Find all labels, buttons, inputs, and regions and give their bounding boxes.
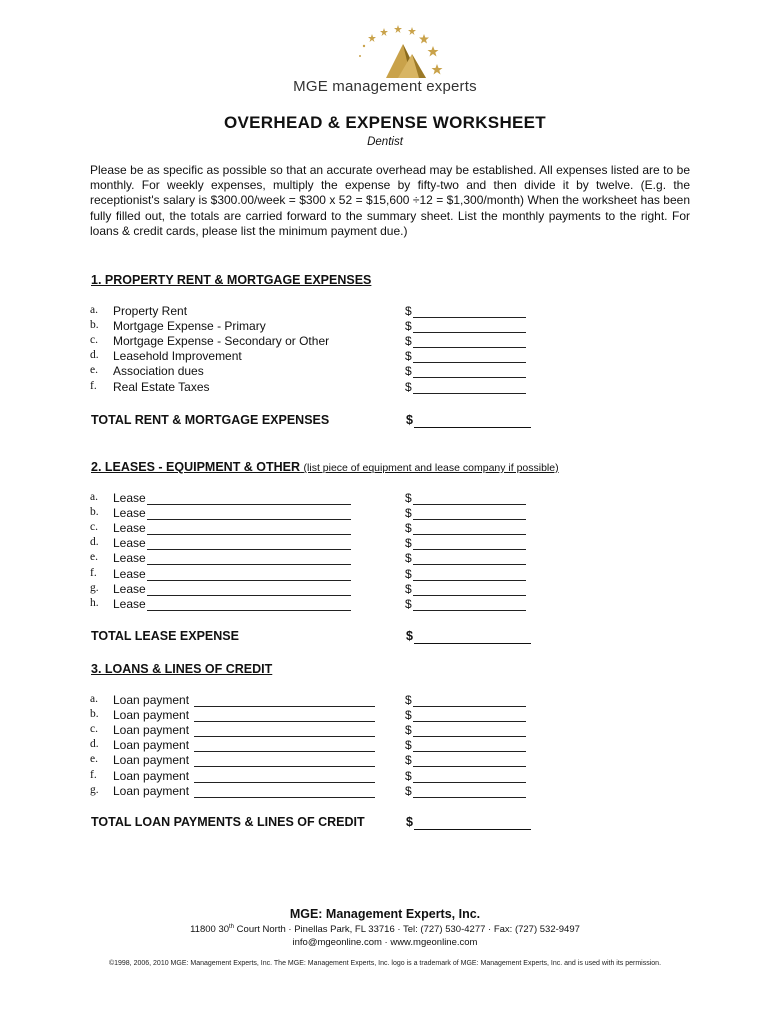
footer-address xyxy=(0,924,770,935)
item-description-field[interactable] xyxy=(147,564,351,565)
dollar-sign: $ xyxy=(405,304,412,318)
dollar-sign: $ xyxy=(405,723,412,738)
amount-field[interactable] xyxy=(413,362,526,363)
item-letter: e. xyxy=(90,364,98,377)
footer-address-start: 11800 30 xyxy=(190,924,230,936)
logo-star-icon xyxy=(394,25,402,33)
dollar-sign: $ xyxy=(405,783,412,798)
item-letter: b. xyxy=(90,319,99,332)
total-loans-amount-field[interactable] xyxy=(414,829,531,830)
total-lease-row xyxy=(91,629,413,643)
amount-field[interactable] xyxy=(413,564,526,565)
amount-field[interactable] xyxy=(413,534,526,535)
footer-contact: info@mgeonline.com · www.mgeonline.com xyxy=(292,937,478,948)
total-rent-row xyxy=(91,413,413,427)
logo-star-icon xyxy=(428,46,439,57)
dollar-sign: $ xyxy=(405,753,412,768)
item-description-field[interactable] xyxy=(194,797,375,798)
item-label: Property Rent xyxy=(113,304,188,318)
item-letter: c. xyxy=(90,334,98,347)
dollar-sign: $ xyxy=(405,566,412,581)
item-letter: c. xyxy=(90,521,98,534)
amount-field[interactable] xyxy=(413,610,526,611)
amount-field[interactable] xyxy=(413,580,526,581)
item-letter: e. xyxy=(90,753,98,766)
dollar-sign: $ xyxy=(405,521,412,536)
item-label: Lease xyxy=(113,566,146,581)
logo-star-icon xyxy=(380,28,388,36)
item-label: Mortgage Expense - Secondary or Other xyxy=(113,334,330,349)
dollar-sign: $ xyxy=(406,413,413,427)
amount-field[interactable] xyxy=(413,721,526,722)
dollar-sign: $ xyxy=(405,349,412,364)
item-label: Loan payment xyxy=(113,693,190,707)
total-rent-amount-field[interactable] xyxy=(414,427,531,428)
item-label: Lease xyxy=(113,551,146,566)
section-note-leases: (list piece of equipment and lease company if possible) xyxy=(303,462,559,474)
item-label: Loan payment xyxy=(113,753,190,768)
item-description-field[interactable] xyxy=(147,595,351,596)
amount-field[interactable] xyxy=(413,782,526,783)
dollar-sign: $ xyxy=(405,596,412,611)
item-letter: b. xyxy=(90,506,99,519)
section-heading-leases-text: 2. LEASES - EQUIPMENT & OTHER xyxy=(91,460,301,474)
dollar-sign: $ xyxy=(405,319,412,334)
item-description-field[interactable] xyxy=(194,721,375,722)
page-subtitle: Dentist xyxy=(367,136,403,148)
item-label: Loan payment xyxy=(113,723,190,738)
item-label: Loan payment xyxy=(113,783,190,798)
amount-field[interactable] xyxy=(413,377,526,378)
dollar-sign: $ xyxy=(405,379,412,394)
item-letter: e. xyxy=(90,551,98,564)
page-title: OVERHEAD & EXPENSE WORKSHEET xyxy=(223,113,546,132)
item-letter: h. xyxy=(90,596,99,609)
amount-field[interactable] xyxy=(413,347,526,348)
dollar-sign: $ xyxy=(405,768,412,783)
amount-field[interactable] xyxy=(413,549,526,550)
item-label: Lease xyxy=(113,506,146,521)
item-letter: g. xyxy=(90,581,99,594)
dollar-sign: $ xyxy=(406,815,413,829)
item-letter: a. xyxy=(90,693,98,705)
dollar-sign: $ xyxy=(405,738,412,753)
item-description-field[interactable] xyxy=(147,580,351,581)
section-heading-loans: 3. LOANS & LINES OF CREDIT xyxy=(91,662,273,676)
footer-address-ordinal: th xyxy=(229,924,235,930)
item-letter: f. xyxy=(90,379,97,392)
item-label: Loan payment xyxy=(113,708,190,723)
amount-field[interactable] xyxy=(413,504,526,505)
amount-field[interactable] xyxy=(413,751,526,752)
total-loans-label: TOTAL LOAN PAYMENTS & LINES OF CREDIT xyxy=(91,815,365,829)
item-label: Lease xyxy=(113,536,146,551)
amount-field[interactable] xyxy=(413,797,526,798)
item-label: Lease xyxy=(113,596,146,611)
logo-star-icon xyxy=(419,34,429,44)
item-label: Loan payment xyxy=(113,768,190,783)
item-label: Lease xyxy=(113,491,146,505)
item-letter: d. xyxy=(90,349,99,362)
item-label: Real Estate Taxes xyxy=(113,379,210,394)
dollar-sign: $ xyxy=(405,708,412,723)
item-description-field[interactable] xyxy=(147,610,351,611)
item-label: Leasehold Improvement xyxy=(113,349,242,364)
item-label: Lease xyxy=(113,581,146,596)
footer-company: MGE: Management Experts, Inc. xyxy=(289,907,481,921)
item-letter: g. xyxy=(90,783,99,796)
item-letter: c. xyxy=(90,723,98,736)
dollar-sign: $ xyxy=(405,551,412,566)
item-description-field[interactable] xyxy=(194,751,375,752)
footer-copyright: ©1998, 2006, 2010 MGE: Management Experts, Inc. The MGE: Management Experts, Inc. logo is a trademark of MGE: Management Experts, Inc. and is used with its permission. xyxy=(108,960,662,967)
item-label: Mortgage Expense - Primary xyxy=(113,319,266,334)
item-letter: a. xyxy=(90,304,98,316)
dollar-sign: $ xyxy=(405,536,412,551)
instructions-paragraph: Please be as specific as possible so that an accurate overhead may be established. All expenses listed are to be monthly. For weekly expenses, multiply the expense by fifty-two and then divide it by twelve. (E.g. the receptionist's salary is $300.00/week = $300 x 52 = $15,600 ÷12 = $1,300/month) When the worksheet has been fully filled out, the totals are carried forward to the summary sheet. List the monthly payments to the right. For loans & credit cards, please list the minimum payment due.) xyxy=(90,163,690,238)
logo-star-icon xyxy=(432,64,443,75)
footer-address-end: Court North · Pinellas Park, FL 33716 · Tel: (727) 530-4277 · Fax: (727) 532-9497 xyxy=(234,924,580,936)
total-rent-label: TOTAL RENT & MORTGAGE EXPENSES xyxy=(91,413,330,427)
item-description-field[interactable] xyxy=(194,736,375,737)
amount-field[interactable] xyxy=(413,317,526,318)
item-letter: a. xyxy=(90,491,98,503)
item-description-field[interactable] xyxy=(147,549,351,550)
dollar-sign: $ xyxy=(405,364,412,379)
amount-field[interactable] xyxy=(413,706,526,707)
item-description-field[interactable] xyxy=(194,782,375,783)
brand-name: MGE management experts xyxy=(293,78,477,95)
item-description-field[interactable] xyxy=(194,706,375,707)
amount-field[interactable] xyxy=(413,393,526,394)
item-letter: f. xyxy=(90,768,97,781)
amount-field[interactable] xyxy=(413,736,526,737)
item-letter: d. xyxy=(90,536,99,549)
item-label: Lease xyxy=(113,521,146,536)
total-loans-row xyxy=(91,815,413,829)
dollar-sign: $ xyxy=(406,629,413,643)
logo-star-icon xyxy=(368,34,376,42)
item-letter: d. xyxy=(90,738,99,751)
dollar-sign: $ xyxy=(405,334,412,349)
dollar-sign: $ xyxy=(405,693,412,707)
dollar-sign: $ xyxy=(405,506,412,521)
logo-star-icon xyxy=(408,27,416,35)
amount-field[interactable] xyxy=(413,332,526,333)
item-description-field[interactable] xyxy=(147,534,351,535)
item-letter: f. xyxy=(90,566,97,579)
section-heading-rent: 1. PROPERTY RENT & MORTGAGE EXPENSES xyxy=(91,273,372,287)
dollar-sign: $ xyxy=(405,491,412,505)
dollar-sign: $ xyxy=(405,581,412,596)
section-heading-leases xyxy=(91,460,559,474)
total-lease-amount-field[interactable] xyxy=(414,643,531,644)
amount-field[interactable] xyxy=(413,519,526,520)
total-lease-label: TOTAL LEASE EXPENSE xyxy=(91,629,239,643)
amount-field[interactable] xyxy=(413,595,526,596)
item-label: Loan payment xyxy=(113,738,190,753)
amount-field[interactable] xyxy=(413,766,526,767)
item-letter: b. xyxy=(90,708,99,721)
item-label: Association dues xyxy=(113,364,204,379)
item-description-field[interactable] xyxy=(147,504,351,505)
item-description-field[interactable] xyxy=(147,519,351,520)
item-description-field[interactable] xyxy=(194,766,375,767)
